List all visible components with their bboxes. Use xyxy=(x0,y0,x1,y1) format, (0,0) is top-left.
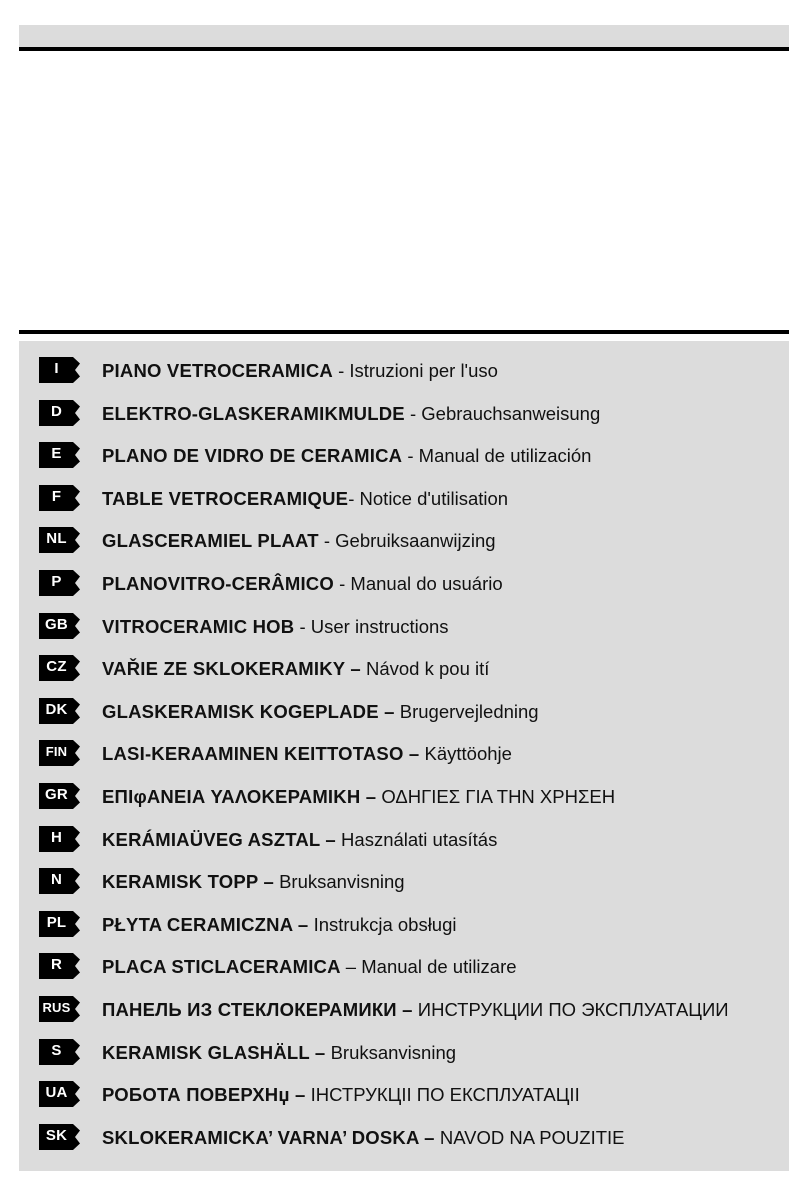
language-line xyxy=(102,1127,625,1149)
language-tag-icon xyxy=(39,570,81,596)
header-band xyxy=(19,25,789,47)
language-code: GR xyxy=(45,785,68,803)
language-code: R xyxy=(50,956,63,974)
language-tag-icon xyxy=(39,485,81,511)
language-tag-icon xyxy=(39,1081,81,1107)
language-row-e xyxy=(19,435,789,478)
language-code: F xyxy=(51,487,62,505)
product-title: GLASKERAMISK KOGEPLADE – xyxy=(102,700,395,722)
product-title: ΕΠΙφΑΝΕΙΑ ΥΑΛΟΚΕΡΑΜΙΚΗ – xyxy=(102,785,377,807)
language-row-ua xyxy=(19,1074,789,1117)
product-title: KERÁMIAÜVEG ASZTAL – xyxy=(102,828,336,850)
language-line xyxy=(102,1084,580,1106)
language-line xyxy=(102,956,517,978)
separator: - xyxy=(404,402,422,424)
language-row-dk xyxy=(19,691,789,734)
language-tag-icon xyxy=(39,953,81,979)
product-title: PLANOVITRO-CERÂMICO xyxy=(102,572,334,594)
manual-description: ИНСТРУКЦИИ ПО ЭКСПЛУАТАЦИИ xyxy=(417,998,729,1020)
manual-description: Instrukcja obsługi xyxy=(313,913,457,935)
manual-description: Bruksanvisning xyxy=(330,1041,457,1063)
separator: - xyxy=(333,572,351,594)
manual-description: Használati utasítás xyxy=(341,828,498,850)
header-rule xyxy=(19,47,789,51)
language-code: SK xyxy=(45,1126,68,1144)
manual-description: Notice d'utilisation xyxy=(359,487,509,509)
language-tag-icon xyxy=(39,655,81,681)
language-row-pl xyxy=(19,904,789,947)
language-row-s xyxy=(19,1032,789,1075)
manual-description: Návod k pou ití xyxy=(365,658,490,680)
language-code: S xyxy=(51,1041,62,1059)
product-title: PŁYTA CERAMICZNA – xyxy=(102,913,309,935)
manual-description: Brugervejledning xyxy=(399,700,539,722)
language-line xyxy=(102,658,489,680)
language-row-r xyxy=(19,946,789,989)
product-title: KERAMISK GLASHÄLL – xyxy=(102,1041,326,1063)
product-title: TABLE VETROCERAMIQUE xyxy=(102,487,349,509)
language-code: RUS xyxy=(42,999,71,1015)
language-row-gb xyxy=(19,606,789,649)
separator: – xyxy=(340,956,362,978)
language-row-f xyxy=(19,478,789,521)
separator: - xyxy=(294,615,311,637)
language-code: DK xyxy=(45,700,68,718)
manual-description: ΟΔΗΓΙΕΣ ΓΙΑ ΤΗΝ ΧΡΗΣΕΗ xyxy=(381,785,616,807)
language-code: PL xyxy=(46,913,67,931)
language-line xyxy=(102,701,539,723)
language-tag-icon xyxy=(39,911,81,937)
manual-description: Manual de utilizare xyxy=(361,956,517,978)
language-code: P xyxy=(51,572,62,590)
language-code: D xyxy=(50,402,63,420)
manual-description: Gebrauchsanweisung xyxy=(421,402,601,424)
product-title: РОБОТА ПОВЕРХНџ – xyxy=(102,1084,306,1106)
language-code: CZ xyxy=(46,658,67,676)
language-line xyxy=(102,914,457,936)
product-title: ELEKTRO-GLASKERAMIKMULDE xyxy=(102,402,405,424)
separator: - xyxy=(332,360,350,381)
language-code: I xyxy=(54,360,59,377)
language-tag-icon xyxy=(39,826,81,852)
language-line xyxy=(102,616,449,638)
language-tag-icon xyxy=(39,996,81,1022)
product-title: PLACA STICLACERAMICA xyxy=(102,956,341,978)
language-code: NL xyxy=(46,530,67,548)
language-line xyxy=(102,445,591,467)
product-title: LASI-KERAAMINEN KEITTOTASO – xyxy=(102,743,420,765)
manual-description: User instructions xyxy=(310,615,449,637)
divider-rule xyxy=(19,330,789,334)
language-row-fin xyxy=(19,733,789,776)
separator: - xyxy=(348,487,360,509)
language-line xyxy=(102,360,498,382)
language-list xyxy=(19,350,789,1159)
language-line xyxy=(102,786,615,808)
language-row-n xyxy=(19,861,789,904)
separator: - xyxy=(318,530,336,552)
product-title: ПАНЕЛЬ ИЗ СТЕКЛОКЕРАМИКИ – xyxy=(102,998,413,1020)
language-code: FIN xyxy=(45,744,68,760)
language-line xyxy=(102,1042,456,1064)
separator: - xyxy=(402,445,419,467)
language-tag-icon xyxy=(39,1124,81,1150)
product-title: VITROCERAMIC HOB xyxy=(102,615,295,637)
language-line xyxy=(102,829,497,851)
language-tag-icon xyxy=(39,1039,81,1065)
language-line xyxy=(102,573,503,595)
language-tag-icon xyxy=(39,868,81,894)
product-title: VAŘIE ZE SKLOKERAMIKY – xyxy=(102,658,361,680)
manual-description: Käyttöohje xyxy=(424,743,512,765)
manual-description: Manual de utilización xyxy=(418,445,592,467)
language-tag-icon xyxy=(39,357,81,383)
manual-description: Istruzioni per l'uso xyxy=(349,360,498,381)
language-row-d xyxy=(19,393,789,436)
language-tag-icon xyxy=(39,527,81,553)
product-title: SKLOKERAMICKA’ VARNA’ DOSKA – xyxy=(102,1126,435,1148)
language-line xyxy=(102,488,508,510)
product-title: GLASCERAMIEL PLAAT xyxy=(102,530,319,552)
language-row-i xyxy=(19,350,789,393)
manual-description: NAVOD NA POUZITIE xyxy=(439,1126,625,1148)
language-tag-icon xyxy=(39,400,81,426)
manual-description: Gebruiksaanwijzing xyxy=(335,530,496,552)
language-row-h xyxy=(19,819,789,862)
language-line xyxy=(102,871,405,893)
language-code: GB xyxy=(45,615,68,633)
language-tag-icon xyxy=(39,613,81,639)
language-tag-icon xyxy=(39,740,81,766)
language-line xyxy=(102,999,729,1021)
language-code: N xyxy=(50,871,63,889)
language-line xyxy=(102,530,496,552)
manual-description: Manual do usuário xyxy=(350,572,503,594)
manual-description: ІНСТРУКЦІІ ПО ЕКСПЛУАТАЦІІ xyxy=(310,1084,580,1106)
language-tag-icon xyxy=(39,783,81,809)
language-line xyxy=(102,403,600,425)
language-row-sk xyxy=(19,1117,789,1160)
language-tag-icon xyxy=(39,442,81,468)
language-code: UA xyxy=(45,1084,68,1102)
product-title: PLANO DE VIDRO DE CERAMICA xyxy=(102,445,403,467)
language-line xyxy=(102,743,512,765)
product-title: PIANO VETROCERAMICA xyxy=(102,360,333,381)
language-row-cz xyxy=(19,648,789,691)
language-code: H xyxy=(50,828,63,846)
language-row-nl xyxy=(19,520,789,563)
language-code: E xyxy=(51,445,62,463)
manual-description: Bruksanvisning xyxy=(279,871,405,893)
language-row-p xyxy=(19,563,789,606)
language-row-gr xyxy=(19,776,789,819)
product-title: KERAMISK TOPP – xyxy=(102,871,274,893)
language-row-rus xyxy=(19,989,789,1032)
language-tag-icon xyxy=(39,698,81,724)
